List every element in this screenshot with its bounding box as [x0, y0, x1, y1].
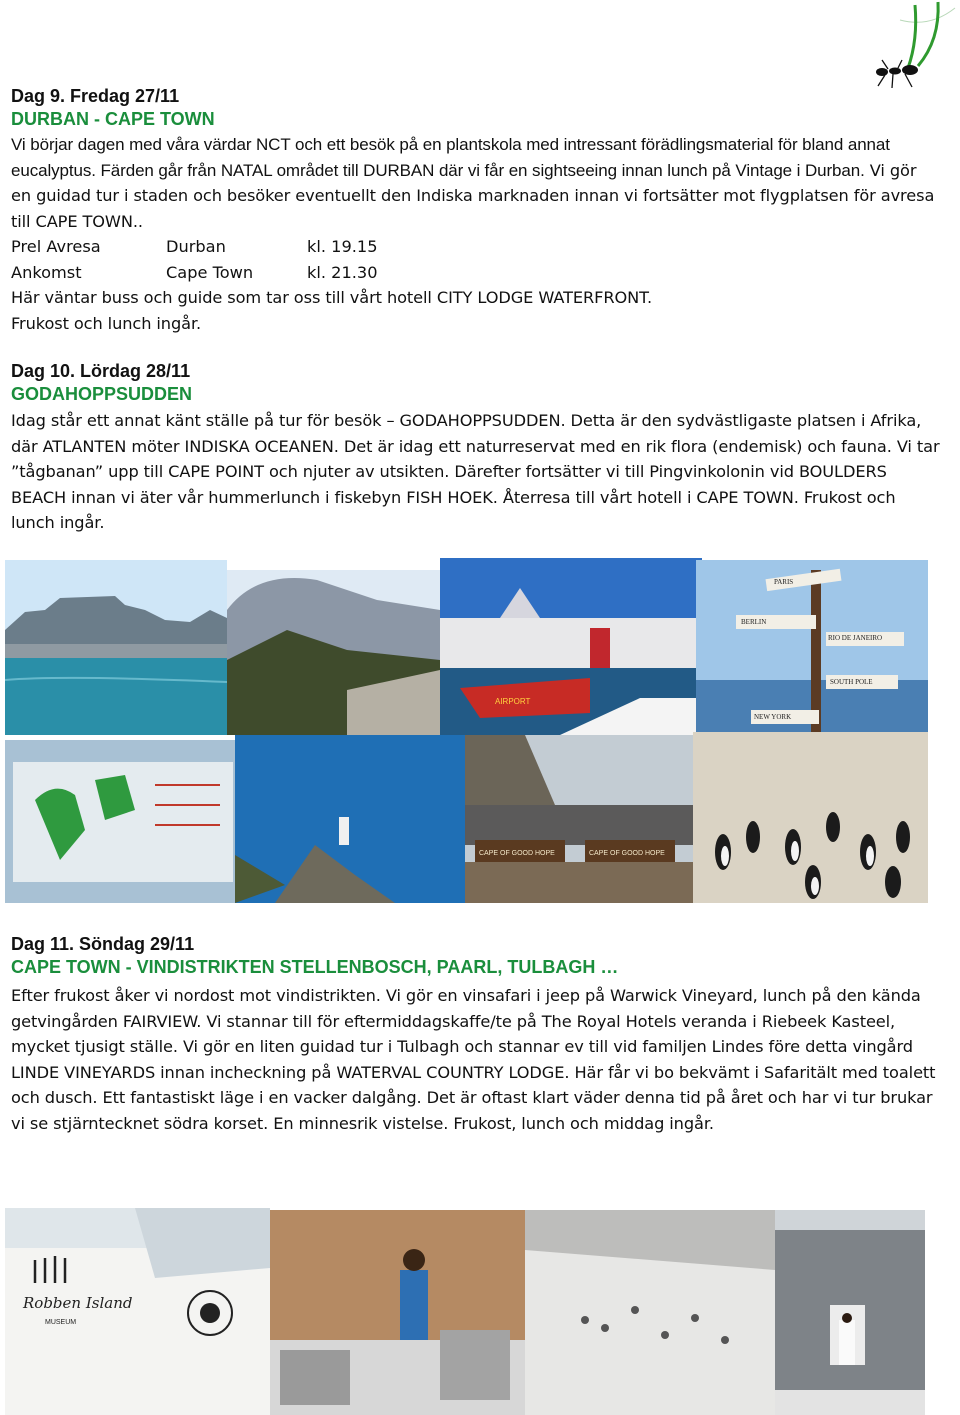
day10-heading: Dag 10. Lördag 28/11: [11, 361, 191, 381]
schedule-row-arrival: Ankomst Cape Town kl. 21.30: [11, 262, 378, 282]
photo-robben-island-truck: [5, 1208, 270, 1415]
day10-route: GODAHOPPSUDDEN: [11, 384, 193, 404]
svg-text:NEW YORK: NEW YORK: [754, 713, 792, 721]
day11-paragraph: Efter frukost åker vi nordost mot vindistrikten. Vi gör en vinsafari i jeep på Warwick Vineyard, lunch på den kända getvingården FAIRVIEW. Vi stannar till för eftermiddagskaffe/te på The Royal Hotels veranda i Riebeek Kasteel, mycket tjusigt ställe. Vi gör en liten guidad tur i Tulbagh och stannar ev till vid familjen Lindes före detta vingård LINDE VINEYARDS innan incheckning på WATERVAL COUNTRY LODGE. Här får vi bo bekvämt i Safaritält med toalett och dusch. Ett fantastiskt läge i en vacker dalgång. Det är oftast klart väder denna tid på året och har vi tur brukar vi se stjärntecknet södra korset. En minnesrik vistelse. Frukost, lunch och middag ingår.: [11, 986, 936, 1133]
photo-limestone-quarry: [525, 1210, 775, 1415]
photo-ocean-map-board: [5, 740, 235, 903]
day9-paragraph-rest: Vi gör en guidad tur i staden och besöker eventuellt den Indiska marknaden innan vi fortsätter mot flygplatsen för avresa till CAPE TOWN..: [11, 160, 935, 231]
day10-paragraph: Idag står ett annat känt ställe på tur för besök – GODAHOPPSUDDEN. Detta är den sydvästligaste platsen i Afrika, där ATLANTEN möter INDISKA OCEANEN. Det är idag ett naturreservat med en rik flora (endemisk) och fauna. Vi tar ”tågbanan” upp till CAPE POINT och njuter av utsikten. Därefter fortsätter vi till Pingvinkolonin vid BOULDERS BEACH innan vi äter vår hummerlunch i fiskebyn FISH HOEK. Återresa till vårt hotell i CAPE TOWN. Frukost och lunch ingår.: [11, 411, 940, 532]
day11-heading: Dag 11. Söndag 29/11: [11, 934, 195, 954]
robben-island-logo: Robben Island: [23, 1294, 133, 1312]
svg-text:SOUTH POLE: SOUTH POLE: [830, 678, 873, 686]
cape-sign-left: CAPE OF GOOD HOPE: [479, 850, 555, 857]
photo-table-mountain: [5, 560, 227, 735]
day9-paragraph-intro: Vi börjar dagen med våra värdar NCT och ett besök på en plantskola med intressant förädlingsmaterial för bland annat eucalyptus. Färden går från NATAL området till DURBAN där vi får en sightseeing innan lunch på Vintage i Durban.: [11, 135, 890, 180]
day9-route: DURBAN - CAPE TOWN: [11, 109, 215, 129]
day9-paragraph: [11, 132, 941, 234]
airport-boat-sign: AIRPORT: [495, 697, 531, 706]
photo-cape-of-good-hope-group: [465, 735, 693, 903]
robben-island-museum: MUSEUM: [45, 1319, 77, 1326]
day11-section: [11, 933, 941, 1136]
photo-prison-wall-guide: [775, 1210, 925, 1415]
photo-lions-head-view: [227, 570, 440, 735]
photo-waterfront-harbour: [440, 558, 702, 735]
day9-meals-line: Frukost och lunch ingår.: [11, 313, 202, 333]
day11-route: CAPE TOWN - VINDISTRIKTEN STELLENBOSCH, PAARL, TULBAGH …: [11, 957, 619, 977]
day9-section: [11, 85, 941, 336]
cape-sign-right: CAPE OF GOOD HOPE: [589, 850, 665, 857]
day9-heading: Dag 9. Fredag 27/11: [11, 86, 180, 106]
schedule-row-departure: Prel Avresa Durban kl. 19.15: [11, 237, 378, 256]
photo-cape-point-lighthouse: [235, 735, 465, 903]
day9-hotel-line: Här väntar buss och guide som tar oss till vårt hotell CITY LODGE WATERFRONT.: [11, 288, 653, 307]
photo-boulders-penguins: [693, 732, 928, 903]
photo-cape-point-signpost: [696, 560, 928, 740]
photo-guide-with-exhibits: [270, 1210, 525, 1415]
svg-text:RIO DE JANEIRO: RIO DE JANEIRO: [828, 634, 883, 642]
day10-section: [11, 360, 941, 536]
svg-text:BERLIN: BERLIN: [741, 618, 767, 626]
svg-text:PARIS: PARIS: [774, 578, 794, 586]
